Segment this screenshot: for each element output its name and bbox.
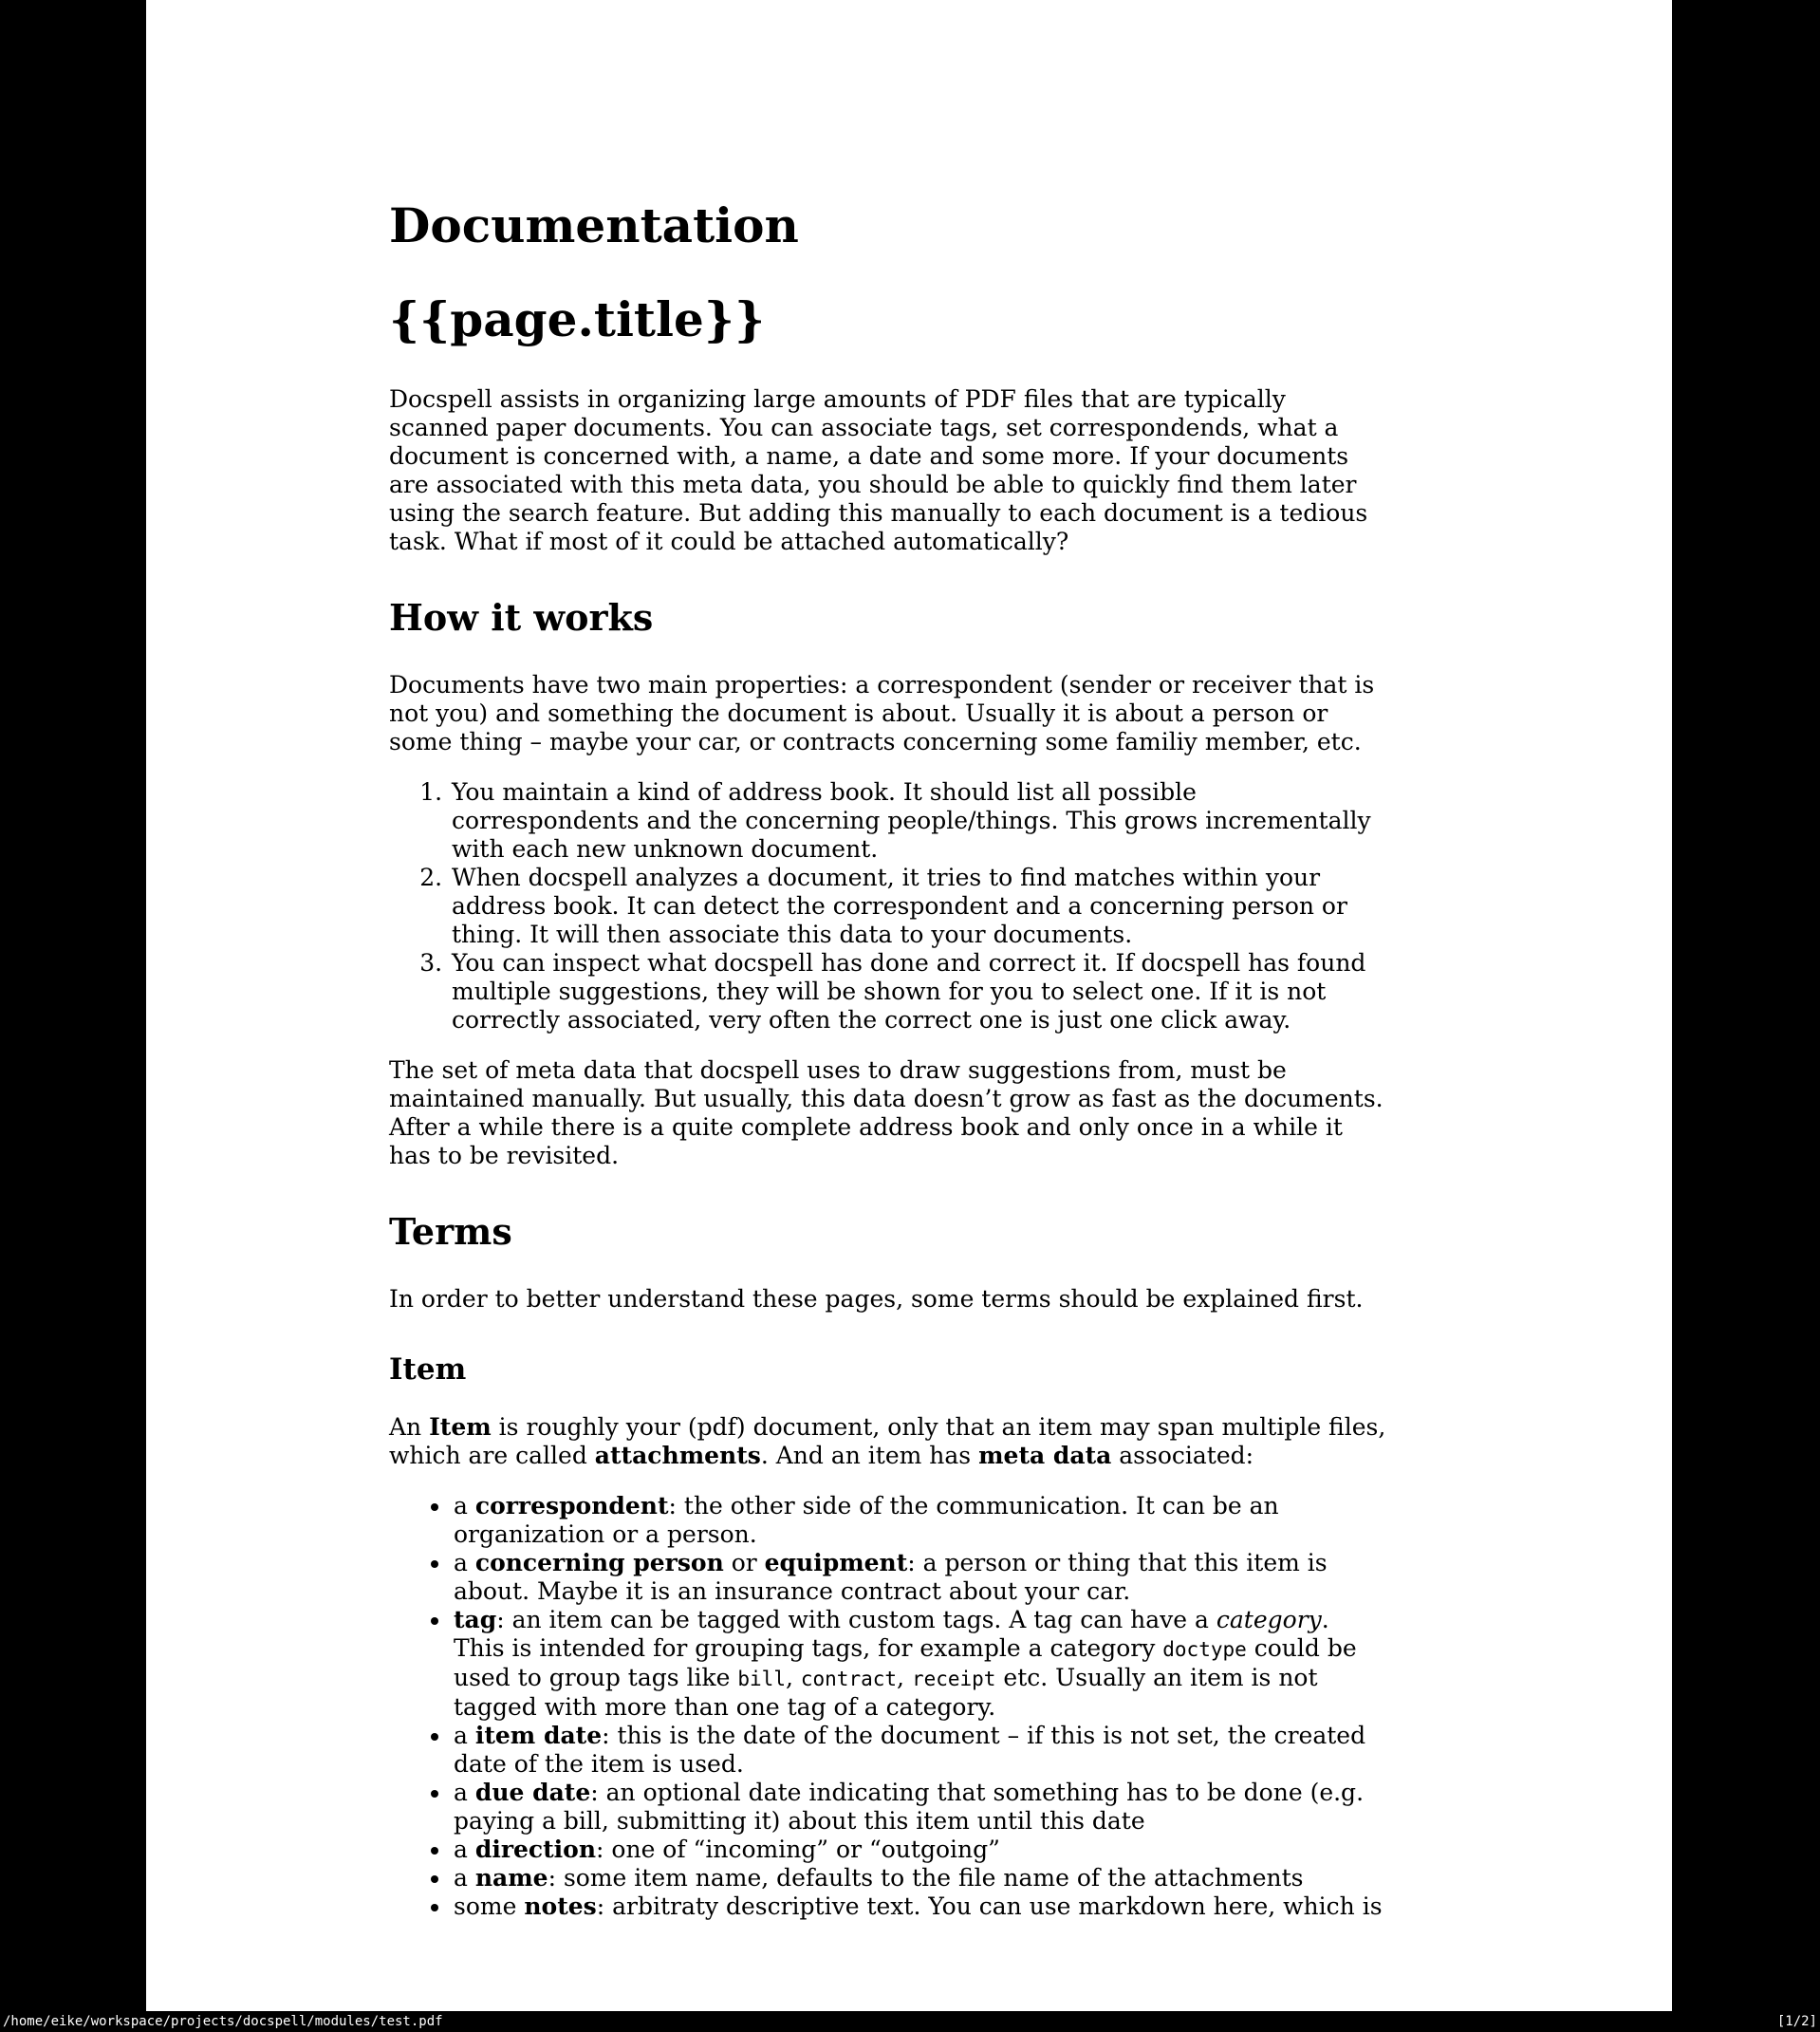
list-item: • some notes: arbitraty descriptive text. You can use markdown here, which is: [452, 1892, 1387, 1921]
heading-how-it-works: How it works: [389, 596, 654, 639]
list-item: • a direction: one of “incoming” or “outgoing”: [452, 1836, 1387, 1864]
intro-paragraph: Docspell assists in organizing large amounts of PDF files that are typically scanned paper documents. You can associate tags, set correspondends, what a document is concerned with, a name, a date and some more. If your documents are associated with this meta data, you should be able to quickly find them later using the search feature. But adding this manually to each document is a tedious task. What if most of it could be attached automatically?: [389, 385, 1368, 555]
list-item: • a name: some item name, defaults to the file name of the attachments: [452, 1864, 1387, 1892]
list-item: • tag: an item can be tagged with custom tags. A tag can have a category. This is intended for grouping tags, for example a category doctype could be used to group tags like bill, contract, receipt etc. Usually an item is not tagged with more than one tag of a category.: [452, 1606, 1387, 1722]
file-path: /home/eike/workspace/projects/docspell/modules/test.pdf: [3, 2014, 443, 2029]
list-item: • a item date: this is the date of the document – if this is not set, the created date of the item is used.: [452, 1722, 1387, 1779]
how-it-works-outro-paragraph: The set of meta data that docspell uses to draw suggestions from, must be maintained manually. But usually, this data doesn’t grow as fast as the documents. After a while there is a quite complete address book and only once in a while it has to be revisited.: [389, 1056, 1384, 1169]
step-item: 1. You maintain a kind of address book. It should list all possible correspondents and the concerning people/things. This grows incrementally with each new unknown document.: [450, 778, 1387, 864]
item-meta-data-list: [389, 1492, 1387, 1921]
heading-item: Item: [389, 1352, 467, 1387]
pdf-page[interactable]: [146, 0, 1672, 2011]
document-content: [146, 0, 1387, 1921]
doc-title-template: {{page.title}}: [389, 291, 766, 347]
how-it-works-paragraph: Documents have two main properties: a correspondent (sender or receiver that is not you) and something the document is about. Usually it is about a person or some thing – maybe your car, or contracts concerning some familiy member, etc.: [389, 671, 1375, 755]
terms-intro-paragraph: In order to better understand these pages, some terms should be explained first.: [389, 1285, 1364, 1313]
doc-title-main: Documentation: [389, 197, 799, 253]
list-item: • a due date: an optional date indicating that something has to be done (e.g. paying a bill, submitting it) about this item until this date: [452, 1779, 1387, 1836]
step-item: 2. When docspell analyzes a document, it tries to find matches within your address book. It can detect the correspondent and a concerning person or thing. It will then associate this data to your documents.: [450, 864, 1387, 949]
item-lead-paragraph: An Item is roughly your (pdf) document, only that an item may span multiple files, which are called attachments. And an item has meta data associated:: [389, 1413, 1386, 1469]
status-bar: [0, 2011, 1820, 2032]
how-it-works-steps: [389, 778, 1387, 1035]
page-indicator: [1/2]: [1776, 2014, 1817, 2029]
step-item: 3. You can inspect what docspell has done and correct it. If docspell has found multiple suggestions, they will be shown for you to select one. If it is not correctly associated, very often the correct one is just one click away.: [450, 949, 1387, 1035]
list-item: • a concerning person or equipment: a person or thing that this item is about. Maybe it is an insurance contract about your car.: [452, 1549, 1387, 1606]
list-item: • a correspondent: the other side of the communication. It can be an organization or a person.: [452, 1492, 1387, 1549]
heading-terms: Terms: [389, 1210, 512, 1253]
